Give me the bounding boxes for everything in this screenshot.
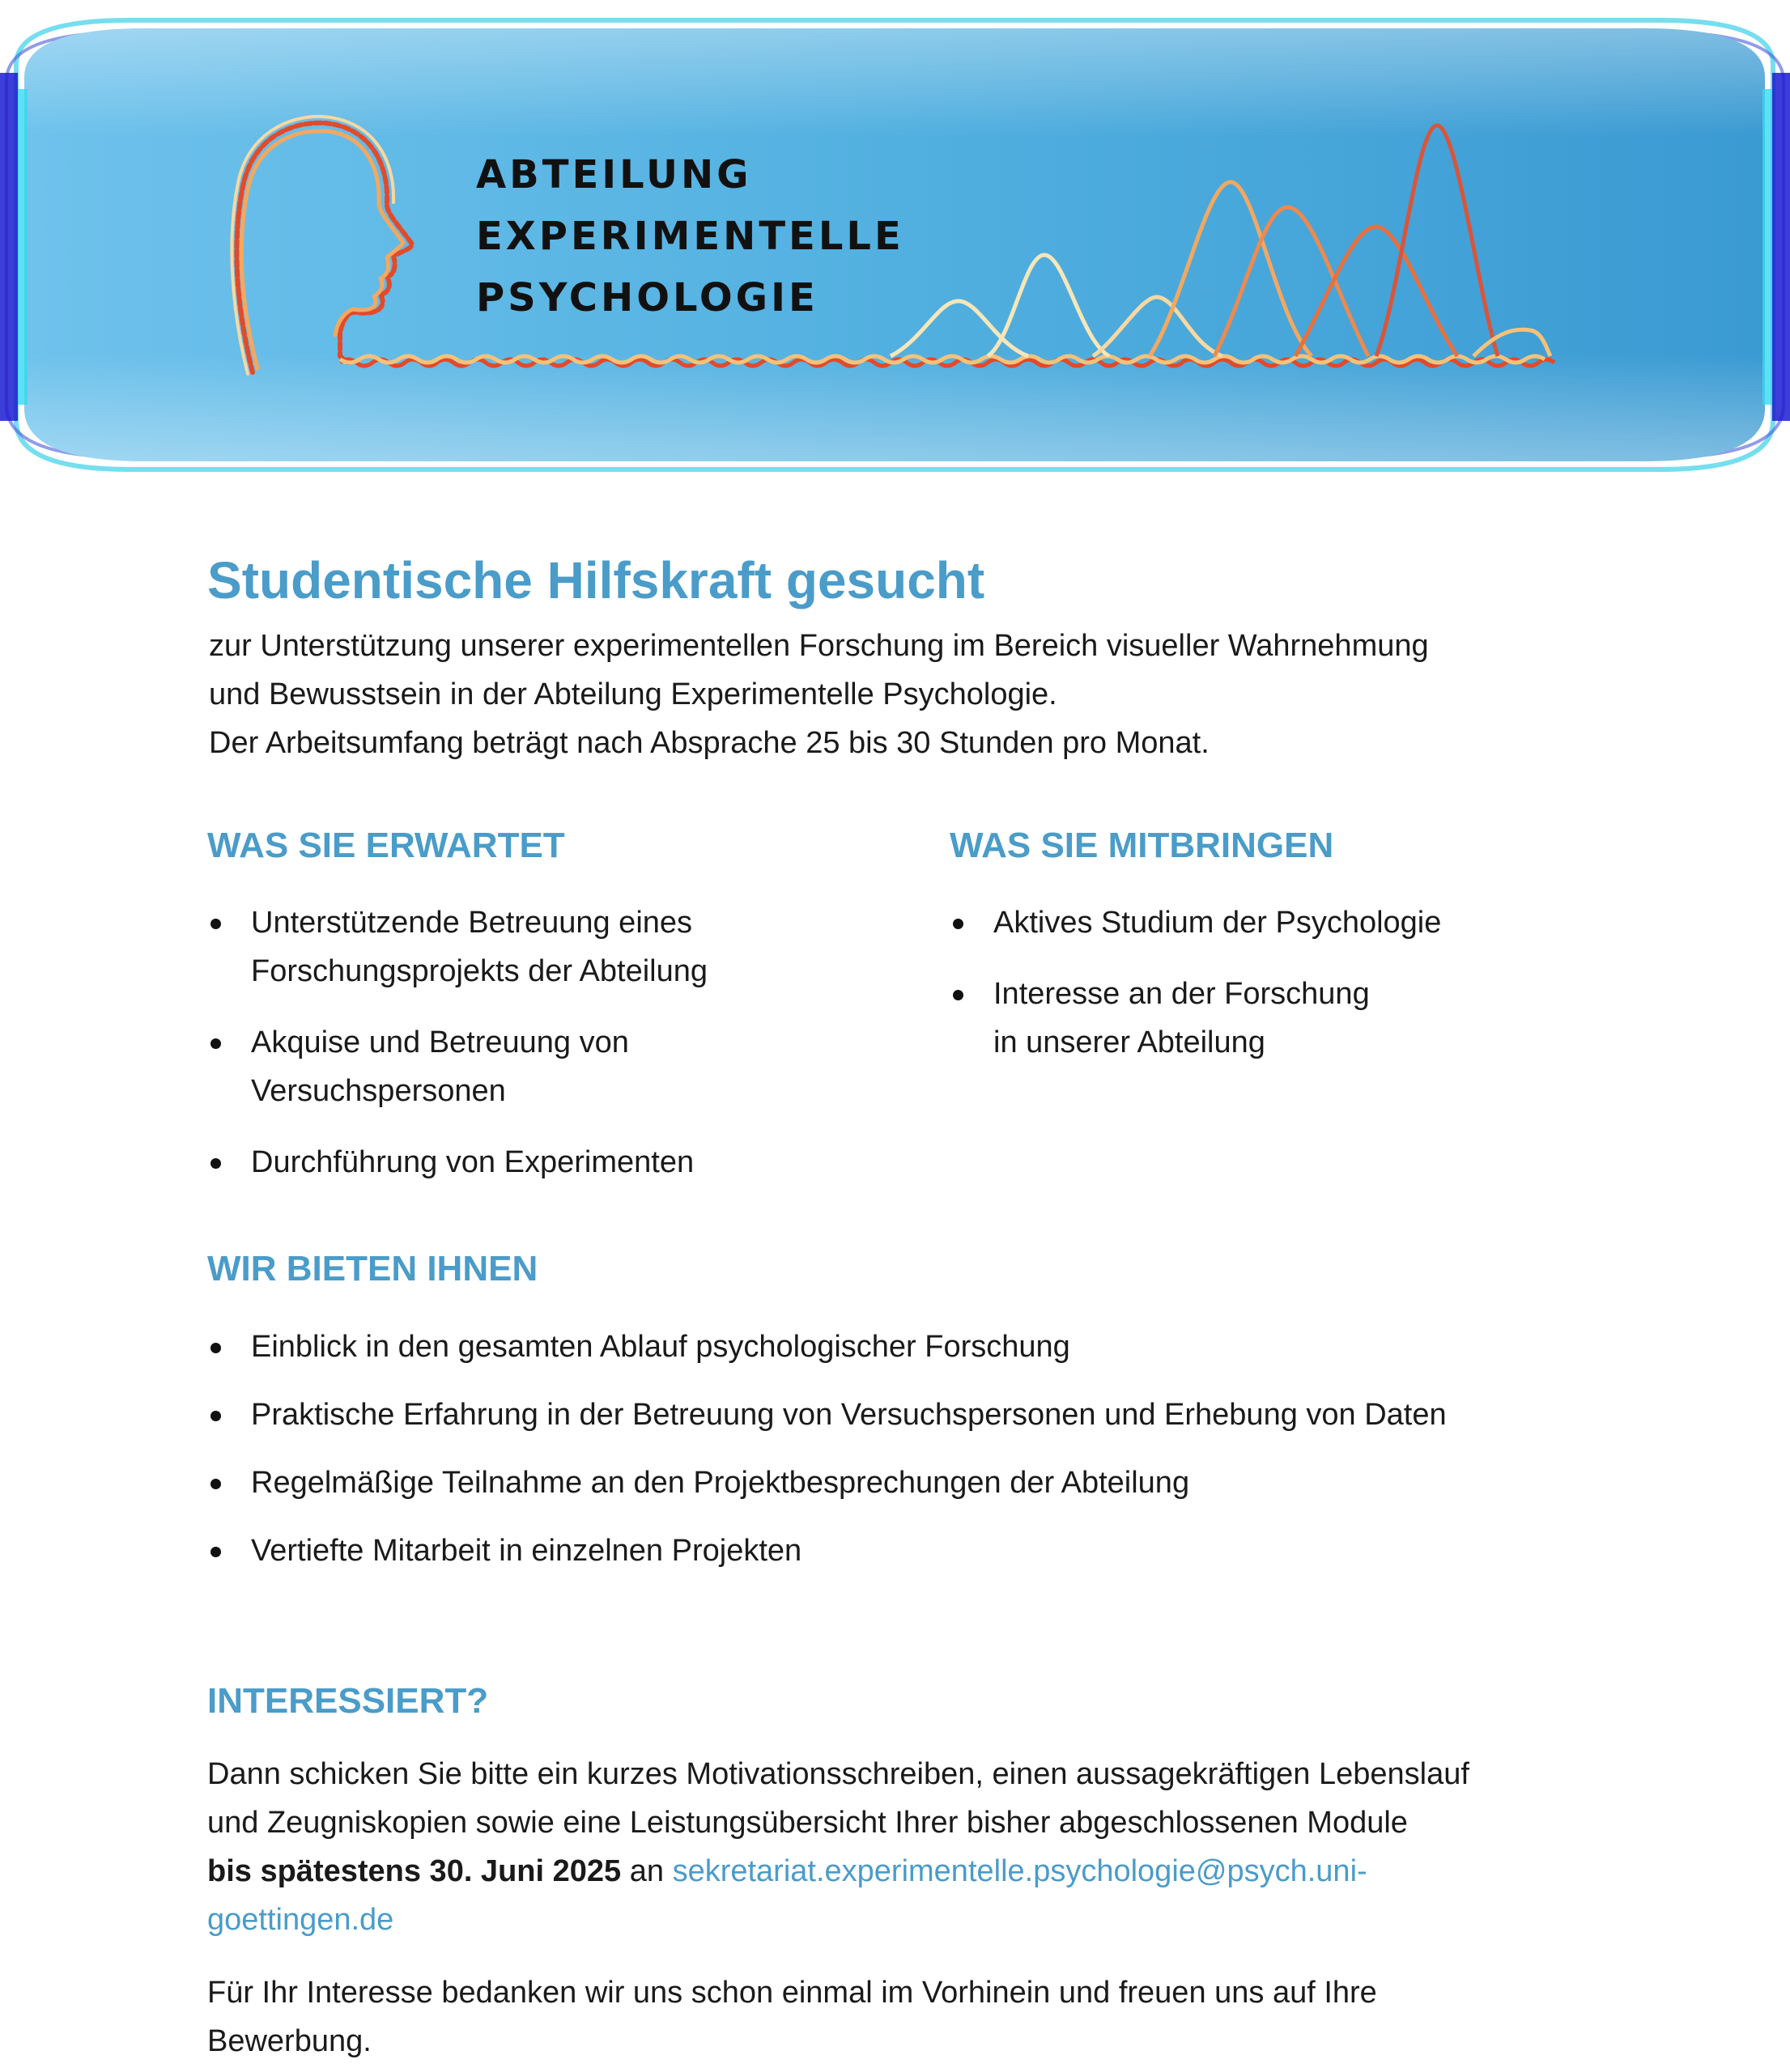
offer-list bbox=[207, 1323, 1665, 1575]
org-name bbox=[476, 144, 904, 329]
paragraph-line bbox=[207, 1896, 1665, 1944]
intro-paragraph bbox=[209, 622, 1666, 767]
section-heading-expect: WAS SIE ERWARTET bbox=[207, 826, 565, 865]
paragraph-line: und Zeugniskopien sowie eine Leistungsübersicht Ihrer bisher abgeschlossenen Module bbox=[207, 1806, 1408, 1840]
header-banner bbox=[0, 0, 1790, 486]
intro-line: und Bewusstsein in der Abteilung Experimentelle Psychologie. bbox=[209, 677, 1057, 711]
page-title: Studentische Hilfskraft gesucht bbox=[207, 551, 985, 609]
expect-list bbox=[207, 898, 871, 1187]
section-heading-bring: WAS SIE MITBRINGEN bbox=[950, 826, 1334, 865]
paragraph-line: Bewerbung. bbox=[207, 2024, 372, 2058]
list-item: Interesse an der Forschung in unserer Abteilung bbox=[950, 970, 1614, 1067]
application-paragraph bbox=[207, 1750, 1665, 1944]
list-item: Durchführung von Experimenten bbox=[207, 1138, 871, 1187]
paragraph-line: Dann schicken Sie bitte ein kurzes Motivationsschreiben, einen aussagekräftigen Lebenslauf bbox=[207, 1757, 1469, 1791]
org-name-line: PSYCHOLOGIE bbox=[476, 275, 818, 321]
list-item: Vertiefte Mitarbeit in einzelnen Projekten bbox=[207, 1526, 1665, 1575]
deadline-text: bis spätestens 30. Juni 2025 bbox=[207, 1854, 622, 1888]
list-item: Praktische Erfahrung in der Betreuung von Versuchspersonen und Erhebung von Daten bbox=[207, 1391, 1665, 1439]
org-name-line: EXPERIMENTELLE bbox=[476, 214, 904, 259]
section-heading-interested: INTERESSIERT? bbox=[207, 1681, 489, 1721]
bring-list bbox=[950, 898, 1614, 1067]
list-item: Akquise und Betreuung von Versuchspersonen bbox=[207, 1018, 871, 1115]
intro-line: zur Unterstützung unserer experimentellen Forschung im Bereich visueller Wahrnehmung bbox=[209, 629, 1429, 663]
list-item: Aktives Studium der Psychologie bbox=[950, 898, 1614, 947]
intro-line: Der Arbeitsumfang beträgt nach Absprache 25 bis 30 Stunden pro Monat. bbox=[209, 726, 1210, 760]
closing-paragraph bbox=[207, 1968, 1665, 2066]
list-item: Unterstützende Betreuung eines Forschungsprojekts der Abteilung bbox=[207, 898, 871, 996]
paragraph-line bbox=[207, 1847, 1665, 1896]
email-link[interactable]: sekretariat.experimentelle.psychologie@psych.uni- bbox=[672, 1854, 1367, 1888]
list-item: Einblick in den gesamten Ablauf psychologischer Forschung bbox=[207, 1323, 1665, 1371]
list-item: Regelmäßige Teilnahme an den Projektbesprechungen der Abteilung bbox=[207, 1458, 1665, 1507]
email-link[interactable]: goettingen.de bbox=[207, 1903, 394, 1937]
paragraph-line: Für Ihr Interesse bedanken wir uns schon einmal im Vorhinein und freuen uns auf Ihre bbox=[207, 1976, 1377, 2010]
org-name-line: ABTEILUNG bbox=[476, 152, 752, 197]
section-heading-offer: WIR BIETEN IHNEN bbox=[207, 1249, 538, 1289]
connector-text: an bbox=[629, 1854, 664, 1888]
